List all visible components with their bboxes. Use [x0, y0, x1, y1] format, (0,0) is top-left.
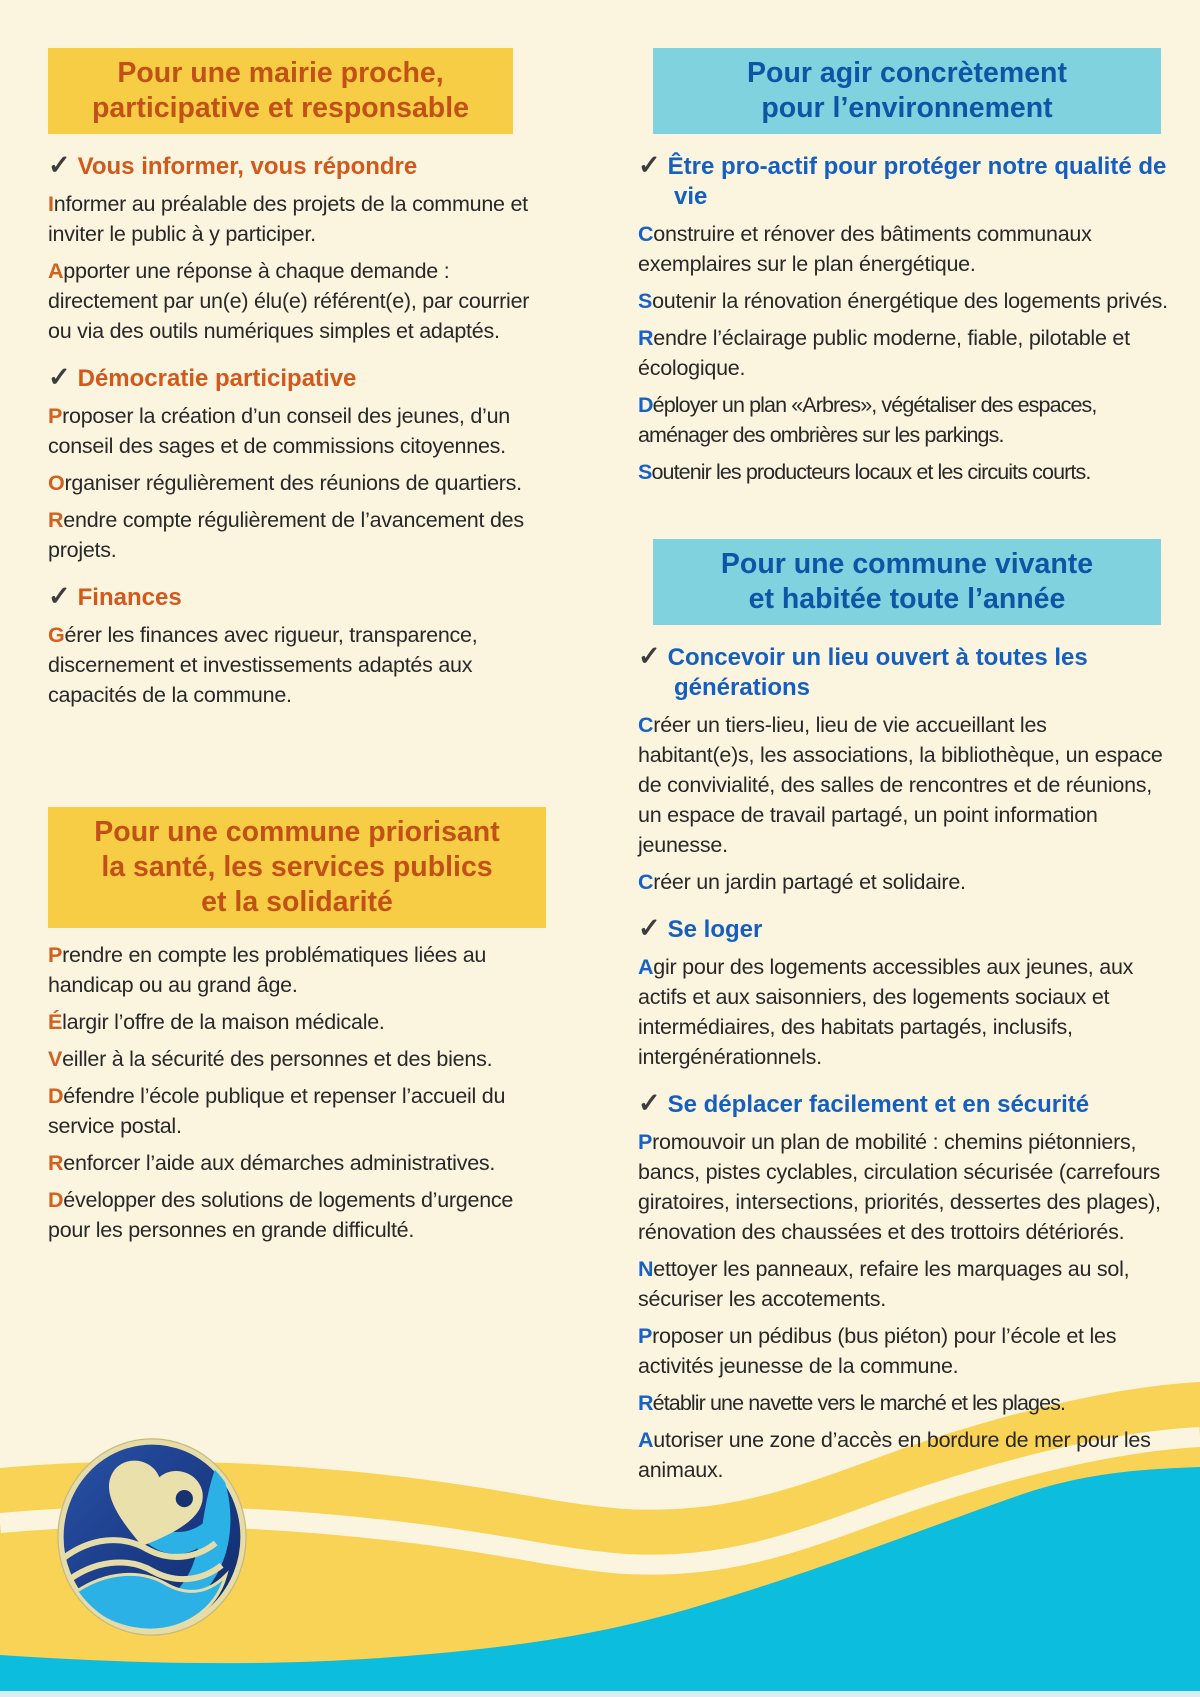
program-item — [638, 1388, 1168, 1418]
item-initial: P — [48, 404, 63, 428]
section-title: Concevoir un lieu ouvert à toutes les générations — [667, 644, 1088, 701]
program-item — [48, 1007, 546, 1037]
item-initial: D — [48, 1188, 64, 1212]
item-text: eiller à la sécurité des personnes et des biens. — [62, 1047, 493, 1071]
item-text: enforcer l’aide aux démarches administratives. — [63, 1151, 496, 1175]
section-title: Se loger — [667, 916, 763, 943]
item-initial: G — [48, 623, 65, 647]
program-item — [48, 256, 546, 346]
item-text: rganiser régulièrement des réunions de quartiers. — [64, 471, 522, 495]
title-line: et la solidarité — [201, 886, 393, 918]
item-text: endre l’éclairage public moderne, fiable, pilotable et écologique. — [638, 326, 1130, 380]
item-text: roposer un pédibus (bus piéton) pour l’école et les activités jeunesse de la commune. — [638, 1324, 1117, 1378]
item-text: rendre en compte les problématiques liées au handicap ou au grand âge. — [48, 943, 487, 997]
program-item — [48, 1081, 546, 1141]
program-item — [638, 1425, 1168, 1485]
item-text: pporter une réponse à chaque demande : directement par un(e) élu(e) référent(e), par courrier ou via des outils numériques simples et adaptés. — [48, 259, 530, 343]
item-initial: O — [48, 471, 65, 495]
program-title-mairie — [48, 48, 513, 134]
section-heading-se-deplacer — [638, 1088, 1168, 1120]
program-item — [48, 1148, 546, 1178]
bottom-edge-strip — [0, 1691, 1200, 1697]
program-item — [638, 710, 1168, 860]
item-initial: C — [638, 713, 654, 737]
title-line: et habitée toute l’année — [748, 583, 1066, 615]
program-item — [48, 468, 546, 498]
title-line: Pour une commune priorisant — [94, 816, 500, 848]
item-text: onstruire et rénover des bâtiments communaux exemplaires sur le plan énergétique. — [638, 222, 1092, 276]
item-initial: R — [48, 508, 64, 532]
item-text: roposer la création d’un conseil des jeunes, d’un conseil des sages et de commissions citoyennes. — [48, 404, 510, 458]
item-text: romouvoir un plan de mobilité : chemins piétonniers, bancs, pistes cyclables, circulation sécurisée (carrefours giratoires, intersections, priorités, dessertes des plages), rénovation des chaussées et des trottoirs détériorés. — [638, 1130, 1161, 1244]
program-item — [48, 940, 546, 1000]
item-initial: N — [638, 1257, 654, 1281]
section-heading-finances — [48, 581, 546, 613]
section-title: Démocratie participative — [77, 365, 357, 392]
item-text: largir l’offre de la maison médicale. — [62, 1010, 385, 1034]
item-initial: P — [48, 943, 63, 967]
section-heading-lieu-ouvert — [638, 641, 1168, 703]
program-item — [638, 323, 1168, 383]
section-heading-informer — [48, 150, 546, 182]
section-heading-se-loger — [638, 913, 1168, 945]
title-line: Pour une mairie proche, — [117, 57, 444, 89]
item-text: ettoyer les panneaux, refaire les marquages au sol, sécuriser les accotements. — [638, 1257, 1130, 1311]
section-title: Vous informer, vous répondre — [77, 153, 418, 180]
item-text: gir pour des logements accessibles aux jeunes, aux actifs et aux saisonniers, des logements sociaux et intermédiaires, des habitats partagés, inclusifs, intergénérationnels. — [638, 955, 1134, 1069]
title-line: la santé, les services publics — [101, 851, 493, 883]
program-title-commune-vivante — [653, 539, 1161, 625]
title-line: participative et responsable — [92, 92, 469, 124]
check-icon: ✓ — [638, 1088, 661, 1118]
program-item — [638, 867, 1168, 897]
item-text: nformer au préalable des projets de la commune et inviter le public à y participer. — [48, 192, 528, 246]
item-initial: A — [48, 259, 64, 283]
check-icon: ✓ — [638, 913, 661, 943]
title-line: pour l’environnement — [761, 92, 1053, 124]
program-item — [48, 1044, 546, 1074]
check-icon: ✓ — [638, 641, 661, 671]
item-initial: D — [638, 393, 653, 417]
section-title: Être pro-actif pour protéger notre qualité de vie — [667, 153, 1167, 210]
program-item — [638, 952, 1168, 1072]
program-item — [48, 401, 546, 461]
check-icon: ✓ — [48, 150, 71, 180]
item-text: utoriser une zone d’accès en bordure de mer pour les animaux. — [638, 1428, 1151, 1482]
item-initial: R — [638, 1391, 653, 1415]
item-text: évelopper des solutions de logements d’urgence pour les personnes en grande difficulté. — [48, 1188, 514, 1242]
right-column — [638, 48, 1168, 1492]
item-initial: C — [638, 870, 654, 894]
program-item — [48, 620, 546, 710]
title-line: Pour agir concrètement — [747, 57, 1067, 89]
item-initial: D — [48, 1084, 64, 1108]
item-initial: A — [638, 1428, 654, 1452]
commune-logo — [56, 1438, 248, 1636]
item-initial: C — [638, 222, 654, 246]
item-initial: P — [638, 1130, 653, 1154]
item-text: endre compte régulièrement de l’avancement des projets. — [48, 508, 524, 562]
program-item — [48, 189, 546, 249]
program-title-sante — [48, 807, 546, 928]
program-item — [638, 1254, 1168, 1314]
program-item — [638, 1127, 1168, 1247]
program-item — [48, 1185, 546, 1245]
program-item — [638, 286, 1168, 316]
item-text: établir une navette vers le marché et les plages. — [652, 1391, 1066, 1415]
check-icon: ✓ — [638, 150, 661, 180]
program-item — [638, 457, 1168, 487]
program-item — [638, 219, 1168, 279]
section-heading-proactif — [638, 150, 1168, 212]
section-heading-democratie — [48, 362, 546, 394]
title-line: Pour une commune vivante — [720, 548, 1094, 580]
item-initial: V — [48, 1047, 63, 1071]
item-text: outenir la rénovation énergétique des logements privés. — [652, 289, 1168, 313]
logo-head-ring — [172, 1486, 196, 1510]
item-initial: S — [638, 460, 652, 484]
program-item — [48, 505, 546, 565]
item-initial: A — [638, 955, 654, 979]
left-column — [48, 48, 546, 1252]
check-icon: ✓ — [48, 362, 71, 392]
item-initial: P — [638, 1324, 653, 1348]
section-title: Finances — [77, 584, 182, 611]
item-initial: R — [638, 326, 654, 350]
item-text: outenir les producteurs locaux et les circuits courts. — [651, 460, 1091, 484]
item-text: éfendre l’école publique et repenser l’accueil du service postal. — [48, 1084, 506, 1138]
program-item — [638, 390, 1168, 450]
item-initial: É — [48, 1010, 63, 1034]
item-initial: S — [638, 289, 653, 313]
check-icon: ✓ — [48, 581, 71, 611]
item-text: éployer un plan «Arbres», végétaliser des espaces, aménager des ombrières sur les parkings. — [638, 393, 1097, 447]
program-title-environnement — [653, 48, 1161, 134]
item-initial: R — [48, 1151, 64, 1175]
item-initial: I — [48, 192, 54, 216]
item-text: érer les finances avec rigueur, transparence, discernement et investissements adaptés aux capacités de la commune. — [48, 623, 478, 707]
item-text: réer un jardin partagé et solidaire. — [653, 870, 966, 894]
item-text: réer un tiers-lieu, lieu de vie accueillant les habitant(e)s, les associations, la bibliothèque, un espace de convivialité, des salles de rencontres et de réunions, un espace de travail partagé, un point information jeunesse. — [638, 713, 1163, 857]
program-item — [638, 1321, 1168, 1381]
section-title: Se déplacer facilement et en sécurité — [667, 1091, 1090, 1118]
